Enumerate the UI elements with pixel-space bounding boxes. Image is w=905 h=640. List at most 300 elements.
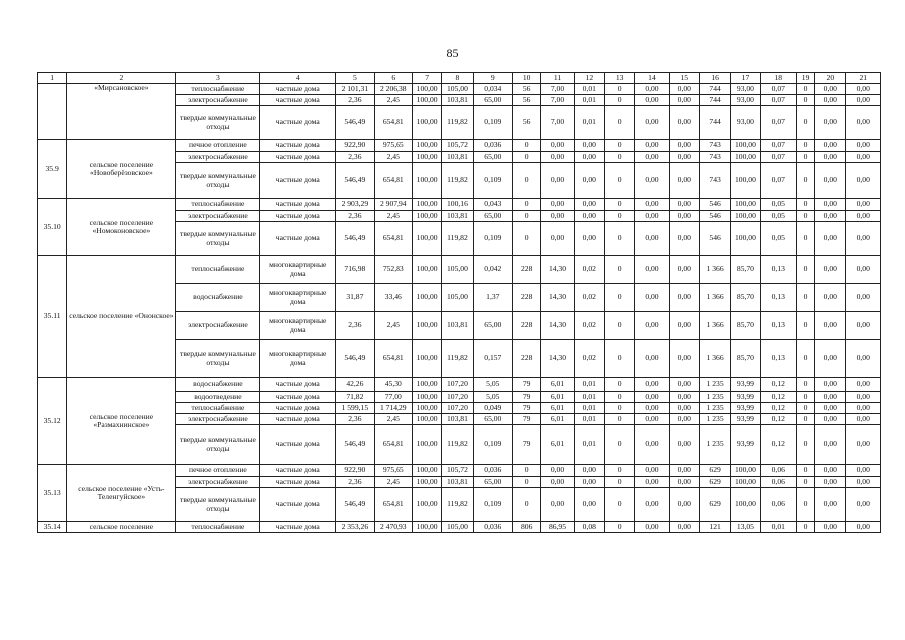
value-cell: 0,00 [669, 425, 699, 465]
column-header: 4 [260, 73, 336, 84]
value-cell: 0,00 [846, 256, 881, 284]
value-cell: 0,036 [473, 140, 512, 152]
value-cell: 0,07 [760, 95, 796, 106]
value-cell: 0,08 [574, 522, 604, 533]
value-cell: 79 [513, 378, 541, 392]
value-cell: 1 599,15 [336, 403, 374, 414]
value-cell: 0 [604, 140, 634, 152]
column-header: 6 [374, 73, 412, 84]
value-cell: 0,036 [473, 522, 512, 533]
value-cell: 56 [513, 106, 541, 140]
value-cell: 0,042 [473, 256, 512, 284]
service-type-cell: печное отопление [176, 140, 260, 152]
value-cell: 0,00 [541, 152, 574, 163]
value-cell: 100,00 [731, 140, 760, 152]
value-cell: 0,01 [574, 425, 604, 465]
group-number [38, 84, 67, 140]
value-cell: 0 [604, 95, 634, 106]
value-cell: 119,82 [442, 340, 473, 378]
value-cell: 56 [513, 84, 541, 95]
value-cell: 93,00 [731, 106, 760, 140]
value-cell: 100,00 [731, 488, 760, 522]
value-cell: 93,99 [731, 378, 760, 392]
group-number: 35.14 [38, 522, 67, 533]
value-cell: 975,65 [374, 140, 412, 152]
value-cell: 0,13 [760, 284, 796, 312]
group-number: 35.13 [38, 465, 67, 522]
value-cell: 45,30 [374, 378, 412, 392]
value-cell: 0 [604, 312, 634, 340]
value-cell: 100,00 [412, 284, 441, 312]
value-cell: 0,00 [635, 140, 669, 152]
service-type-cell: электроснабжение [176, 211, 260, 222]
value-cell: 1 235 [699, 414, 730, 425]
value-cell: 2,36 [336, 95, 374, 106]
value-cell: 0 [604, 222, 634, 256]
housing-type-cell: многоквартирные дома [260, 340, 336, 378]
value-cell: 2,45 [374, 414, 412, 425]
value-cell: 0 [796, 378, 814, 392]
value-cell: 0,02 [574, 256, 604, 284]
value-cell: 100,00 [412, 425, 441, 465]
value-cell: 79 [513, 392, 541, 403]
settlement-name: «Мирсановское» [67, 84, 176, 140]
value-cell: 85,70 [731, 312, 760, 340]
value-cell: 0,06 [760, 465, 796, 477]
value-cell: 0 [513, 163, 541, 199]
value-cell: 0 [513, 222, 541, 256]
value-cell: 119,82 [442, 425, 473, 465]
value-cell: 0,00 [815, 465, 846, 477]
value-cell: 922,90 [336, 465, 374, 477]
value-cell: 103,81 [442, 95, 473, 106]
value-cell: 546 [699, 199, 730, 211]
value-cell: 0,00 [669, 163, 699, 199]
table-row [38, 465, 881, 477]
value-cell: 100,00 [412, 403, 441, 414]
value-cell: 0,00 [635, 163, 669, 199]
value-cell: 0,00 [635, 284, 669, 312]
value-cell: 0 [796, 152, 814, 163]
value-cell: 100,00 [412, 95, 441, 106]
value-cell: 0,00 [815, 414, 846, 425]
value-cell: 0,00 [815, 425, 846, 465]
value-cell: 0 [604, 392, 634, 403]
group-number: 35.9 [38, 140, 67, 199]
value-cell: 0 [513, 465, 541, 477]
value-cell: 743 [699, 152, 730, 163]
value-cell: 85,70 [731, 340, 760, 378]
value-cell: 103,81 [442, 152, 473, 163]
value-cell: 0,13 [760, 256, 796, 284]
value-cell: 0,12 [760, 414, 796, 425]
value-cell: 0,00 [846, 392, 881, 403]
value-cell: 0 [604, 284, 634, 312]
value-cell: 0 [796, 488, 814, 522]
value-cell: 0 [796, 199, 814, 211]
service-type-cell: электроснабжение [176, 414, 260, 425]
value-cell: 0,00 [635, 256, 669, 284]
value-cell: 0,00 [635, 414, 669, 425]
column-header: 13 [604, 73, 634, 84]
table-row [38, 256, 881, 284]
value-cell: 0,00 [815, 340, 846, 378]
value-cell: 105,00 [442, 522, 473, 533]
value-cell: 0,13 [760, 340, 796, 378]
table-row [38, 522, 881, 533]
value-cell: 1 366 [699, 256, 730, 284]
value-cell: 0 [604, 340, 634, 378]
value-cell: 0,12 [760, 425, 796, 465]
value-cell: 100,00 [412, 488, 441, 522]
value-cell: 0,00 [541, 163, 574, 199]
column-header: 17 [731, 73, 760, 84]
value-cell: 93,99 [731, 414, 760, 425]
value-cell: 0,05 [760, 211, 796, 222]
value-cell: 0,00 [669, 414, 699, 425]
service-type-cell: электроснабжение [176, 152, 260, 163]
value-cell: 0,00 [846, 199, 881, 211]
value-cell: 79 [513, 414, 541, 425]
value-cell: 1 235 [699, 425, 730, 465]
value-cell: 100,00 [412, 152, 441, 163]
value-cell: 0 [604, 425, 634, 465]
value-cell: 105,00 [442, 256, 473, 284]
settlement-name: сельское поселение [67, 522, 176, 533]
value-cell: 56 [513, 95, 541, 106]
value-cell: 0 [796, 211, 814, 222]
value-cell: 0,00 [669, 392, 699, 403]
value-cell: 103,81 [442, 414, 473, 425]
value-cell: 0 [796, 425, 814, 465]
value-cell: 0,00 [574, 140, 604, 152]
value-cell: 0,00 [669, 106, 699, 140]
value-cell: 0,00 [846, 414, 881, 425]
value-cell: 14,30 [541, 284, 574, 312]
value-cell: 654,81 [374, 163, 412, 199]
value-cell: 2 907,94 [374, 199, 412, 211]
value-cell: 2,45 [374, 152, 412, 163]
value-cell: 0,06 [760, 477, 796, 488]
value-cell: 105,00 [442, 284, 473, 312]
value-cell: 1 235 [699, 403, 730, 414]
value-cell: 0,00 [846, 95, 881, 106]
value-cell: 654,81 [374, 222, 412, 256]
value-cell: 85,70 [731, 284, 760, 312]
value-cell: 0,01 [574, 378, 604, 392]
settlement-name: сельское поселение «Новоберёзовское» [67, 140, 176, 199]
service-type-cell: теплоснабжение [176, 403, 260, 414]
value-cell: 0,01 [574, 95, 604, 106]
value-cell: 0 [796, 403, 814, 414]
housing-type-cell: частные дома [260, 378, 336, 392]
value-cell: 0 [796, 477, 814, 488]
value-cell: 100,00 [731, 465, 760, 477]
column-header: 14 [635, 73, 669, 84]
value-cell: 0 [796, 340, 814, 378]
service-type-cell: теплоснабжение [176, 256, 260, 284]
service-type-cell: водоснабжение [176, 378, 260, 392]
value-cell: 0,00 [635, 465, 669, 477]
value-cell: 0,00 [541, 211, 574, 222]
value-cell: 0 [604, 152, 634, 163]
value-cell: 0,01 [760, 522, 796, 533]
value-cell: 0,00 [635, 378, 669, 392]
value-cell: 5,05 [473, 392, 512, 403]
value-cell: 0 [513, 199, 541, 211]
value-cell: 0,00 [574, 465, 604, 477]
value-cell: 100,00 [412, 392, 441, 403]
value-cell: 0,00 [846, 477, 881, 488]
value-cell: 1 366 [699, 312, 730, 340]
value-cell: 0,00 [669, 378, 699, 392]
value-cell: 119,82 [442, 222, 473, 256]
value-cell: 0,00 [815, 199, 846, 211]
housing-type-cell: многоквартирные дома [260, 312, 336, 340]
value-cell: 0,07 [760, 106, 796, 140]
column-header: 16 [699, 73, 730, 84]
value-cell: 0 [513, 152, 541, 163]
value-cell: 0,00 [669, 95, 699, 106]
value-cell: 0,109 [473, 222, 512, 256]
value-cell: 0 [796, 106, 814, 140]
table-row [38, 199, 881, 211]
value-cell: 0 [796, 392, 814, 403]
column-header: 18 [760, 73, 796, 84]
value-cell: 0,00 [635, 392, 669, 403]
value-cell: 0,00 [541, 222, 574, 256]
value-cell: 546 [699, 222, 730, 256]
value-cell: 0,109 [473, 106, 512, 140]
value-cell: 0 [604, 465, 634, 477]
value-cell: 65,00 [473, 152, 512, 163]
value-cell: 100,00 [412, 84, 441, 95]
housing-type-cell: частные дома [260, 163, 336, 199]
value-cell: 0,00 [669, 312, 699, 340]
value-cell: 0,05 [760, 222, 796, 256]
value-cell: 0,00 [635, 312, 669, 340]
column-header: 19 [796, 73, 814, 84]
value-cell: 743 [699, 140, 730, 152]
value-cell: 0,00 [815, 163, 846, 199]
housing-type-cell: частные дома [260, 414, 336, 425]
value-cell: 33,46 [374, 284, 412, 312]
value-cell: 0 [604, 522, 634, 533]
value-cell: 100,00 [731, 477, 760, 488]
column-header: 9 [473, 73, 512, 84]
column-header: 2 [67, 73, 176, 84]
value-cell: 2,36 [336, 312, 374, 340]
page-number: 85 [446, 46, 459, 60]
value-cell: 0,00 [669, 340, 699, 378]
value-cell: 119,82 [442, 163, 473, 199]
housing-type-cell: частные дома [260, 522, 336, 533]
value-cell: 2,45 [374, 211, 412, 222]
value-cell: 79 [513, 403, 541, 414]
service-type-cell: печное отопление [176, 465, 260, 477]
table-row [38, 140, 881, 152]
column-header: 1 [38, 73, 67, 84]
value-cell: 0,00 [635, 199, 669, 211]
value-cell: 31,87 [336, 284, 374, 312]
value-cell: 100,00 [412, 414, 441, 425]
table-row [38, 378, 881, 392]
value-cell: 7,00 [541, 95, 574, 106]
settlement-name: сельское поселение «Размахнинское» [67, 378, 176, 465]
value-cell: 0,00 [574, 211, 604, 222]
value-cell: 0,00 [846, 425, 881, 465]
housing-type-cell: многоквартирные дома [260, 284, 336, 312]
value-cell: 0,00 [541, 488, 574, 522]
value-cell: 0,049 [473, 403, 512, 414]
value-cell: 0,02 [574, 340, 604, 378]
value-cell: 2 101,31 [336, 84, 374, 95]
column-header: 12 [574, 73, 604, 84]
value-cell: 2 470,93 [374, 522, 412, 533]
value-cell: 2,45 [374, 477, 412, 488]
service-type-cell: твердые коммунальные отходы [176, 340, 260, 378]
value-cell: 100,00 [731, 222, 760, 256]
value-cell: 0,00 [574, 222, 604, 256]
value-cell: 0,00 [635, 403, 669, 414]
value-cell: 0,13 [760, 312, 796, 340]
value-cell: 0,00 [846, 152, 881, 163]
value-cell: 0 [604, 199, 634, 211]
value-cell: 228 [513, 340, 541, 378]
value-cell: 0,036 [473, 465, 512, 477]
value-cell: 71,82 [336, 392, 374, 403]
value-cell: 100,00 [412, 522, 441, 533]
housing-type-cell: частные дома [260, 465, 336, 477]
value-cell: 0,00 [635, 340, 669, 378]
value-cell: 0,00 [669, 152, 699, 163]
value-cell: 1 235 [699, 378, 730, 392]
value-cell: 2,36 [336, 211, 374, 222]
value-cell: 103,81 [442, 477, 473, 488]
value-cell: 0,00 [815, 392, 846, 403]
value-cell: 1 714,29 [374, 403, 412, 414]
value-cell: 0,00 [635, 152, 669, 163]
column-header: 8 [442, 73, 473, 84]
value-cell: 103,81 [442, 312, 473, 340]
value-cell: 0,109 [473, 163, 512, 199]
value-cell: 0,00 [669, 256, 699, 284]
value-cell: 0,12 [760, 378, 796, 392]
value-cell: 0 [513, 477, 541, 488]
value-cell: 629 [699, 465, 730, 477]
value-cell: 744 [699, 106, 730, 140]
value-cell: 100,00 [412, 106, 441, 140]
service-type-cell: водоотведение [176, 392, 260, 403]
service-type-cell: твердые коммунальные отходы [176, 222, 260, 256]
value-cell: 0,00 [574, 152, 604, 163]
value-cell: 7,00 [541, 106, 574, 140]
value-cell: 0 [796, 84, 814, 95]
value-cell: 0,00 [815, 140, 846, 152]
value-cell: 85,70 [731, 256, 760, 284]
value-cell: 100,00 [412, 340, 441, 378]
value-cell: 716,98 [336, 256, 374, 284]
settlement-name: сельское поселение «Усть-Теленгуйское» [67, 465, 176, 522]
column-header: 11 [541, 73, 574, 84]
value-cell: 93,99 [731, 425, 760, 465]
value-cell: 0,109 [473, 425, 512, 465]
housing-type-cell: частные дома [260, 211, 336, 222]
value-cell: 0 [513, 140, 541, 152]
value-cell: 6,01 [541, 403, 574, 414]
value-cell: 100,00 [731, 163, 760, 199]
value-cell: 1 366 [699, 340, 730, 378]
value-cell: 0,00 [815, 477, 846, 488]
housing-type-cell: частные дома [260, 152, 336, 163]
service-type-cell: твердые коммунальные отходы [176, 106, 260, 140]
value-cell: 0 [796, 163, 814, 199]
value-cell: 0,00 [541, 465, 574, 477]
value-cell: 0,00 [846, 465, 881, 477]
value-cell: 0 [604, 211, 634, 222]
value-cell: 0,00 [815, 256, 846, 284]
column-header: 21 [846, 73, 881, 84]
column-header: 7 [412, 73, 441, 84]
value-cell: 0,00 [815, 222, 846, 256]
value-cell: 0,043 [473, 199, 512, 211]
value-cell: 0,02 [574, 312, 604, 340]
value-cell: 0 [796, 522, 814, 533]
value-cell: 0,157 [473, 340, 512, 378]
group-number: 35.11 [38, 256, 67, 378]
value-cell: 93,99 [731, 392, 760, 403]
value-cell: 0 [604, 488, 634, 522]
service-type-cell: электроснабжение [176, 477, 260, 488]
value-cell: 100,00 [412, 211, 441, 222]
value-cell: 1,37 [473, 284, 512, 312]
value-cell: 0,00 [846, 312, 881, 340]
group-number: 35.10 [38, 199, 67, 256]
value-cell: 0 [796, 256, 814, 284]
value-cell: 629 [699, 488, 730, 522]
value-cell: 654,81 [374, 106, 412, 140]
value-cell: 0,05 [760, 199, 796, 211]
value-cell: 0,01 [574, 106, 604, 140]
value-cell: 0 [604, 106, 634, 140]
value-cell: 14,30 [541, 256, 574, 284]
housing-type-cell: частные дома [260, 392, 336, 403]
service-type-cell: электроснабжение [176, 95, 260, 106]
service-type-cell: твердые коммунальные отходы [176, 163, 260, 199]
value-cell: 2 903,29 [336, 199, 374, 211]
housing-type-cell: частные дома [260, 403, 336, 414]
value-cell: 654,81 [374, 488, 412, 522]
value-cell: 0,06 [760, 488, 796, 522]
value-cell: 0,00 [635, 222, 669, 256]
value-cell: 119,82 [442, 106, 473, 140]
value-cell: 0,00 [846, 378, 881, 392]
value-cell: 42,26 [336, 378, 374, 392]
value-cell: 0,12 [760, 403, 796, 414]
housing-type-cell: частные дома [260, 477, 336, 488]
value-cell: 629 [699, 477, 730, 488]
value-cell: 0,00 [669, 488, 699, 522]
value-cell: 100,00 [731, 152, 760, 163]
value-cell: 100,00 [412, 312, 441, 340]
table-row [38, 84, 881, 95]
value-cell: 100,16 [442, 199, 473, 211]
value-cell: 93,00 [731, 95, 760, 106]
value-cell: 0,02 [574, 284, 604, 312]
value-cell: 743 [699, 163, 730, 199]
column-header: 3 [176, 73, 260, 84]
housing-type-cell: частные дома [260, 425, 336, 465]
